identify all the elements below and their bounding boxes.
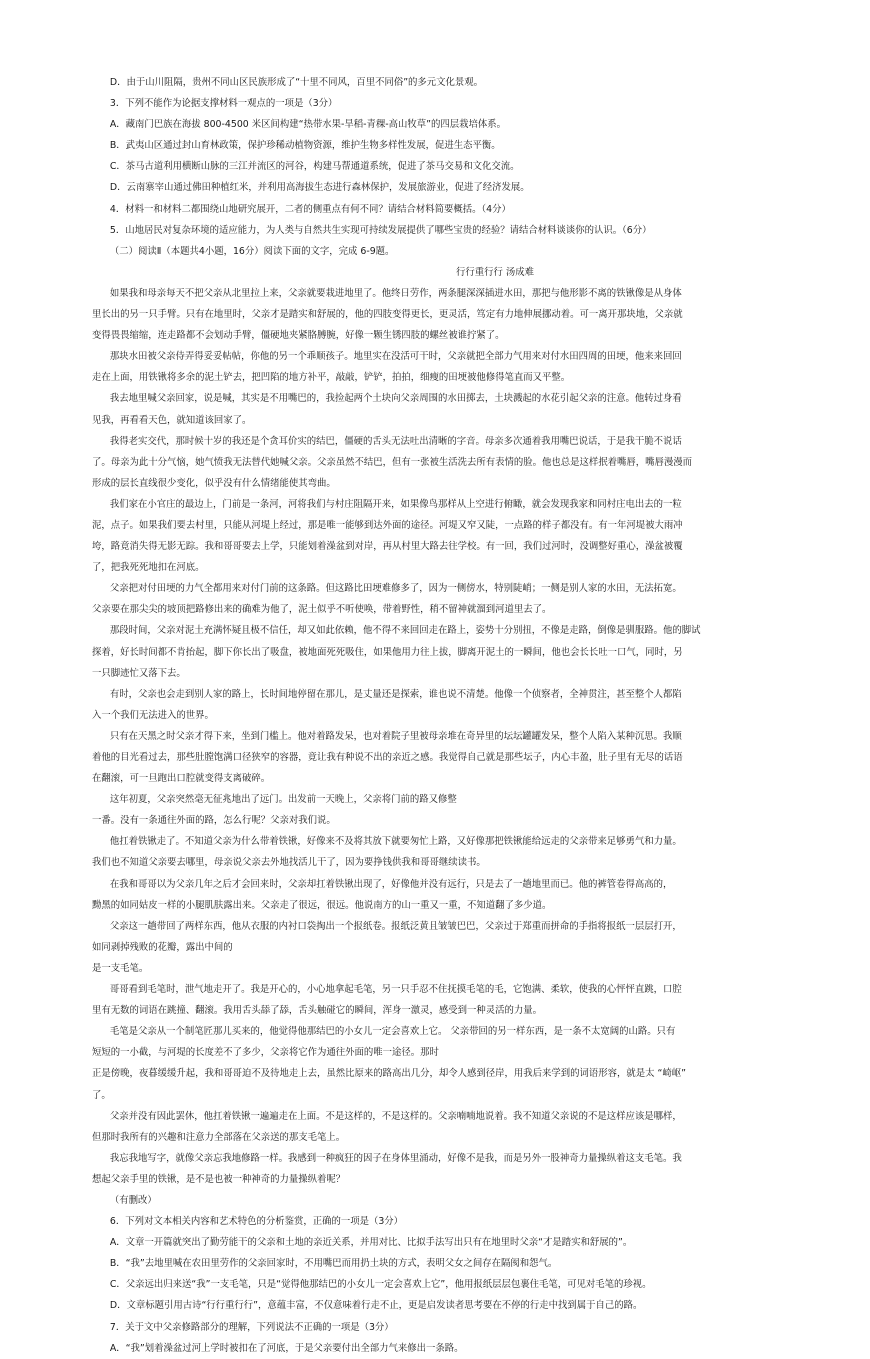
passage-line: 我们家在小官庄的最边上，门前是一条河，河将我们与村庄阻隔开来，如果像鸟那样从上空进行俯瞰，就会发现我家和同村庄电出去的一粒	[109, 498, 682, 510]
passage-line: 探着，好长时间都不肯抬起，脚下你长出了吸盘，被地面死死吸住，如果他用力往上拔，脚离开泥土的一瞬间，他也会长长吐一口气，同时，另	[92, 646, 683, 658]
option-a-q3: A．藏南门巴族在海拔 800-4500 米区间构建“热带水果-旱稻-青稞-高山牧草”的四层栽培体系。	[109, 119, 506, 131]
passage-line: 见我，再看看天色，就知道该回家了。	[92, 414, 252, 426]
passage-line: 毛笔是父亲从一个制笔匠那儿买来的，他觉得他那结巴的小女儿一定会喜欢上它。 父亲带回的另一样东西，是一条不太宽阔的山路。只有	[109, 1026, 676, 1038]
passage-line: 垮，路竟消失得无影无踪。我和哥哥要去上学，只能划着澡盆到对岸，再从村里大路去往学校。有一回，我们过河时，没调整好重心，澡盆被覆	[92, 541, 683, 553]
question-4: 4．材料一和材料二都围绕山地研究展开，二者的侧重点有何不同？请结合材料简要概括。（4分）	[109, 203, 511, 215]
passage-line: 父亲要在那尖尖的坡顶把路修出来的确难为他了，泥土似乎不听使唤，带着野性，稍不留神就溜到河道里去了。	[92, 604, 552, 616]
passage-line: 里长出的另一只手臂。只有在地里时，父亲才是踏实和舒展的，他的四肢变得更长，更灵活，笃定有力地伸展挪动着。可一离开那块地，父亲就	[92, 309, 683, 321]
passage-line: 黝黑的如同姑皮一样的小腿肌肤露出来。父亲走了很远，很远。他说南方的山一重又一重，不知道翻了多少道。	[92, 899, 552, 911]
passage-line: 父亲这一趟带回了两样东西，他从衣服的内衬口袋掏出一个报纸卷。报纸泛黄且皱皱巴巴，父亲过于郑重而拼命的手指将报纸一层层打开，	[109, 920, 682, 932]
document-text	[92, 72, 778, 1359]
question-7: 7．关于文中父亲修路部分的理解，下列说法不正确的一项是（3分）	[109, 1321, 394, 1333]
question-3: 3．下列不能作为论据支撑材料一观点的一项是（3分）	[109, 98, 338, 110]
passage-line: 有时，父亲也会走到别人家的路上，长时间地停留在那儿，是丈量还是探索，谁也说不清楚。他像一个侦察者，全神贯注，甚至整个人都陷	[109, 688, 682, 700]
passage-line: 里有无数的词语在跳撞、翻滚。我用舌头舔了舔，舌头触碰它的瞬间，浑身一激灵，感受到一种灵活的力量。	[92, 1005, 543, 1017]
passage-line: 父亲把对付田埂的力气全都用来对付门前的这条路。但这路比田埂难修多了，因为一侧傍水，特别陡峭；一侧是别人家的水田，无法拓宽。	[109, 583, 682, 595]
passage-line: 我忘我地写字，就像父亲忘我地修路一样。我感到一种疯狂的因子在身体里涌动，好像不是我，而是另外一股神奇力量操纵着这支毛笔。我	[109, 1152, 682, 1164]
passage-title: 行行重行行 汤成难	[456, 266, 534, 278]
passage-line: 泥，点子。如果我们要去村里，只能从河堤上经过，那是唯一能够到达外面的途径。河堤又窄又陡，一点路的样子都没有。有一年河堤被大雨冲	[92, 519, 683, 531]
passage-line: 形成的层长直线很少变化，似乎没有什么情绪能使其弯曲。	[92, 477, 336, 489]
passage-line: 我去地里喊父亲回家，说是喊，其实是不用嘴巴的，我捡起两个土块向父亲周围的水田掷去，土块溅起的水花引起父亲的注意。他转过身看	[109, 393, 682, 405]
passage-line: 是一支毛笔。	[92, 962, 149, 974]
option-d-q3: D．云南寨宰山通过佛田种植红米，并利用高海拔生态进行森林保护，发展旅游业，促进了经济发展。	[109, 182, 530, 194]
option-b-q3: B．武夷山区通过封山育林政策，保护珍稀动植物资源，维护生物多样性发展，促进生态平衡。	[109, 140, 501, 152]
option-d-q2: D．由于山川阻隔，贵州不同山区民族形成了“十里不同风，百里不同俗”的多元文化景观。	[109, 77, 484, 88]
passage-line: 在我和哥哥以为父亲几年之后才会回来时，父亲却扛着铁锹出现了，好像他并没有远行，只是去了一趟地里而已。他的裤管卷得高高的，	[109, 878, 673, 890]
passage-line: 只有在天黑之时父亲才得下来，坐到门槛上。他对着路发呆，也对着院子里被母亲堆在奇异里的坛坛罐罐发呆，整个人陷入某种沉思。我顺	[109, 730, 682, 742]
passage-line: 父亲并没有因此罢休，他扛着铁锹一遍遍走在上面。不是这样的，不是这样的。父亲喃喃地说着。我不知道父亲说的不是这样应该是哪样，	[109, 1110, 682, 1122]
passage-line: 变得畏畏缩缩，连走路都不会划动手臂，僵硬地夹紧胳膊腕，好像一颗生锈四肢的螺丝被谁拧紧了。	[92, 330, 505, 342]
passage-line: 在翻滚，可一旦跑出口腔就变得支离破碎。	[92, 773, 271, 785]
passage-line: 短短的一小截，与河堤的长度差不了多少，父亲将它作为通往外面的唯一途径。那时	[92, 1047, 439, 1059]
passage-line: 他扛着铁锹走了。不知道父亲为什么带着铁锹，好像来不及将其放下就要匆忙上路，又好像那把铁锹能给远走的父亲带来足够勇气和力量。	[109, 836, 682, 848]
passage-line: 入一个我们无法进入的世界。	[92, 709, 214, 721]
option-b-q6: B．“我”去地里喊在农田里劳作的父亲回家时，不用嘴巴而用扔土块的方式，表明父女之间存在隔阂和怨气。	[109, 1258, 558, 1270]
section-heading: （二）阅读Ⅱ（本题共4小题，16分）阅读下面的文字，完成 6-9题。	[109, 245, 395, 257]
option-a-q6: A．文章一开篇就突出了勤劳能干的父亲和土地的亲近关系，并用对比、比拟手法写出只有在地里时父亲“才是踏实和舒展的”。	[109, 1237, 633, 1249]
edit-note: （有删改）	[109, 1194, 157, 1206]
passage-line: 如同剥掉残败的花瓣，露出中间的	[92, 941, 233, 953]
passage-line: 一只脚迹忙又落下去。	[92, 667, 186, 679]
passage-line: 了，把我死死地扣在河底。	[92, 562, 205, 574]
option-a-q7: A．“我”划着澡盆过河上学时被扣在了河底，于是父亲要付出全部力气来修出一条路。	[109, 1342, 464, 1354]
passage-line: 我们也不知道父亲要去哪里，母亲说父亲去外地找活儿干了，因为要挣钱供我和哥哥继续读书。	[92, 857, 486, 869]
question-6: 6．下列对文本相关内容和艺术特色的分析鉴赏，正确的一项是（3分）	[109, 1216, 404, 1228]
passage-line: 一番。没有一条通往外面的路，怎么行呢？父亲对我们说。	[92, 815, 336, 827]
passage-line: 想起父亲手里的铁锹，是不是也被一种神奇的力量操纵着呢？	[92, 1173, 346, 1185]
option-d-q6: D．文章标题引用古诗“行行重行行”，意蕴丰富，不仅意味着行走不止，更是启发读者思考要在不停的行走中找到属于自己的路。	[109, 1300, 643, 1312]
passage-line: 正是傍晚，夜暮缓缓升起，我和哥哥迫不及待地走上去，虽然比原来的路高出几分，却令人感到径岸，用我后来学到的词语形容，就是太 “崎岖”	[92, 1068, 686, 1080]
passage-line: 了。母亲为此十分气恼，她气愤我无法替代她喊父亲。父亲虽然不结巴，但有一张被生活洗去所有表情的脸。他也总是这样抿着嘴唇，嘴唇漫漫而	[92, 456, 693, 468]
passage-line: 这年初夏，父亲突然毫无征兆地出了远门。出发前一天晚上，父亲将门前的路又修整	[109, 794, 457, 806]
passage-line: 哥哥看到毛笔时，泄气地走开了。我是开心的，小心地拿起毛笔，另一只手忍不住抚摸毛笔的毛，它饱满、柔软，使我的心怦怦直跳，口腔	[109, 984, 682, 996]
passage-line: 我得老实交代，那时候十岁的我还是个贪耳价实的结巴，僵硬的舌头无法吐出清晰的字音。母亲多次通着我用嘴巴说话，于是我干脆不说话	[109, 435, 682, 447]
question-5: 5．山地居民对复杂环境的适应能力，为人类与自然共生实现可持续发展提供了哪些宝贵的经验？请结合材料谈谈你的认识。（6分）	[109, 224, 652, 236]
option-c-q3: C．茶马古道利用横断山脉的三江并流区的河谷，构建马帮通道系统，促进了茶马交易和文化交流。	[109, 161, 520, 173]
passage-line: 那段时间，父亲对泥土充满怀疑且极不信任，却又如此依赖，他不得不来回回走在路上，姿势十分别扭，不像是走路，倒像是驯服路。他的脚试	[109, 625, 701, 637]
passage-line: 如果我和母亲每天不把父亲从北里拉上来，父亲就要栽进地里了。他终日劳作，两条腿深深插进水田，那把与他形影不离的铁锹像是从身体	[109, 287, 682, 299]
option-c-q6: C．父亲远出归来送“我”一支毛笔，只是“觉得他那结巴的小女儿一定会喜欢上它”，他用报纸层层包裹住毛笔，可见对毛笔的珍视。	[109, 1279, 652, 1291]
passage-line: 走在上面，用铁锹将多余的泥土铲去，把凹陷的地方补平，敲敲，铲铲，拍拍，细瘦的田埂被他修得笔直而又平整。	[92, 372, 571, 384]
passage-line: 了。	[92, 1089, 111, 1101]
passage-line: 着他的目光看过去，那些肚膛饱满口径狭窄的容器，竟让我有种说不出的亲近之感。我觉得自己就是那些坛子，内心丰盈，肚子里有无尽的话语	[92, 752, 683, 763]
passage-line: 但那时我所有的兴趣和注意力全部落在父亲送的那支毛笔上。	[92, 1131, 346, 1143]
passage-line: 那块水田被父亲侍弄得妥妥帖帖，你他的另一个乖顺孩子。地里实在没活可干时，父亲就把全部力气用来对付水田四周的田埂，他来来回回	[109, 351, 682, 363]
